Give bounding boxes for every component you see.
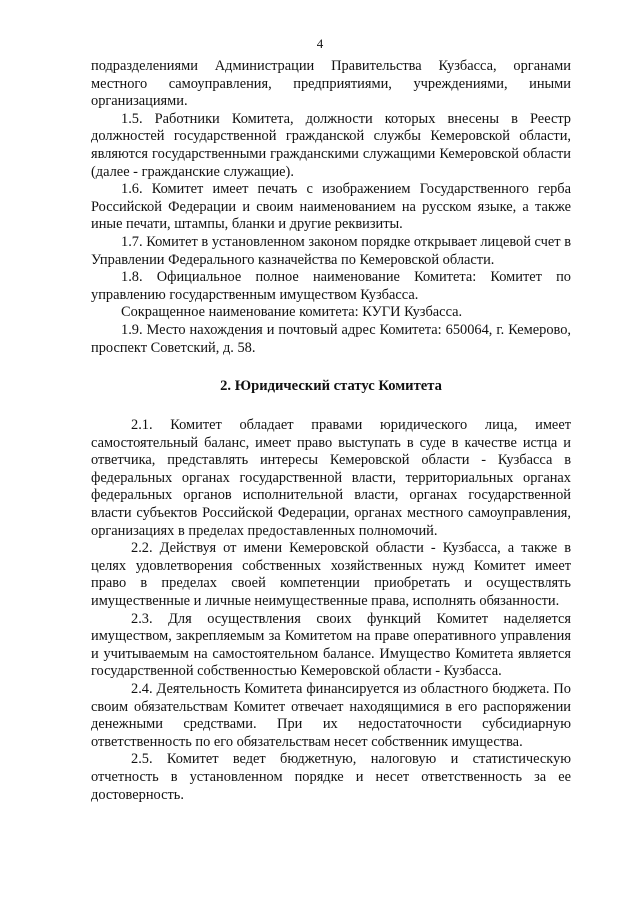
paragraph-1-5: 1.5. Работники Комитета, должности которых внесены в Реестр должностей государственной гражданской службы Кемеровской области, являются государственными гражданскими служащими Кемеровской области (далее - гражданские служащие). [91,110,571,180]
paragraph-1-9: 1.9. Место нахождения и почтовый адрес Комитета: 650064, г. Кемерово, проспект Советский, д. 58. [91,321,571,356]
section-heading: 2. Юридический статус Комитета [220,378,442,395]
paragraph-1-6: 1.6. Комитет имеет печать с изображением Государственного герба Российской Федерации и своим наименованием на русском языке, а также иные печати, штампы, бланки и другие реквизиты. [91,181,571,233]
paragraph-2-2: 2.2. Действуя от имени Кемеровской области - Кузбасса, а также в целях удовлетворения собственных хозяйственных нужд Комитет имеет право в пределах своей компетенции приобретать и осуществлять имущественные и личные неимущественные права, исполнять обязанности. [91,540,571,610]
document-body [91,58,571,804]
paragraph-2-3: 2.3. Для осуществления своих функций Комитет наделяется имуществом, закрепляемым за Комитетом на праве оперативного управления и учитываемым на самостоятельном балансе. Имущество Комитета является государственной собственностью Кемеровской области - Кузбасса. [91,610,571,680]
page-number: 4 [316,36,324,51]
paragraph-1-8: 1.8. Официальное полное наименование Комитета: Комитет по управлению государственным имуществом Кузбасса. [91,269,571,303]
paragraph-short-name: Сокращенное наименование комитета: КУГИ Кузбасса. [121,304,463,321]
paragraph-2-1: 2.1. Комитет обладает правами юридического лица, имеет самостоятельный баланс, имеет право выступать в суде в качестве истца и ответчика, представлять интересы Кемеровской области - Кузбасса в федеральных органах государственной власти, территориальных органах федеральных органов исполнительной власти, органах государственной власти субъектов Российской Федерации, органах местного самоуправления, организациях в пределах предоставленных полномочий. [91,417,571,539]
paragraph-2-4: 2.4. Деятельность Комитета финансируется из областного бюджета. По своим обязательствам Комитет отвечает находящимися в его распоряжении денежными средствами. При их недостаточности субсидиарную ответственность по его обязательствам несет собственник имущества. [91,681,571,750]
paragraph-continuation: подразделениями Администрации Правительства Кузбасса, органами местного самоуправления, предприятиями, учреждениями, иными организациями. [91,58,571,110]
paragraph-1-7: 1.7. Комитет в установленном законом порядке открывает лицевой счет в Управлении Федерального казначейства по Кемеровской области. [91,233,571,268]
paragraph-2-5: 2.5. Комитет ведет бюджетную, налоговую и статистическую отчетность в установленном порядке и несет ответственность за ее достоверность. [91,751,571,803]
